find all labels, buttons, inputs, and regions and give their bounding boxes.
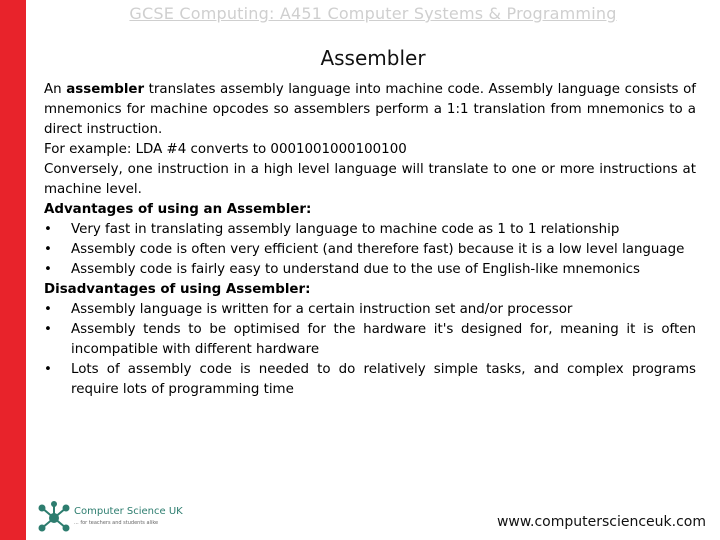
disadvantage-item: [44, 320, 696, 360]
advantage-item: [44, 260, 696, 280]
logo-name: Computer Science UK: [74, 506, 183, 517]
intro-rest: translates assembly language into machine code. Assembly language consists of mnemonics for machine opcodes so assemblers perform a 1:1 translation from mnemonics to a direct instruction.: [44, 82, 696, 137]
advantage-item: [44, 220, 696, 240]
intro-paragraph: [44, 80, 696, 140]
bullet-icon: •: [44, 302, 52, 317]
logo-tagline: ... for teachers and students alike: [74, 520, 159, 526]
bullet-icon: •: [44, 322, 52, 337]
advantage-item: [44, 240, 696, 260]
course-header: GCSE Computing: A451 Computer Systems & Programming: [129, 4, 617, 23]
computer-science-uk-logo: [36, 500, 186, 536]
advantages-heading: Advantages of using an Assembler:: [44, 202, 312, 217]
left-accent-bar: [0, 0, 26, 540]
intro-prefix: An: [44, 82, 67, 97]
advantage-text: Assembly code is fairly easy to understand due to the use of English-like mnemonics: [71, 262, 641, 277]
disadvantage-text: Assembly language is written for a certain instruction set and/or processor: [71, 302, 573, 317]
disadvantage-item: [44, 360, 696, 400]
bullet-icon: •: [44, 362, 52, 377]
advantage-text: Assembly code is often very efficient (and therefore fast) because it is a low level language: [71, 242, 685, 257]
network-icon: [36, 500, 72, 536]
conversely-paragraph: Conversely, one instruction in a high level language will translate to one or more instructions at machine level.: [44, 162, 696, 197]
bullet-icon: •: [44, 242, 52, 257]
intro-bold-term: assembler: [66, 82, 145, 97]
disadvantage-text: Assembly tends to be optimised for the hardware it's designed for, meaning it is often incompatible with different hardware: [71, 322, 696, 357]
advantage-text: Very fast in translating assembly language to machine code as 1 to 1 relationship: [71, 222, 620, 237]
bullet-icon: •: [44, 262, 52, 277]
footer-website-link[interactable]: www.computerscienceuk.com: [496, 514, 706, 530]
bullet-icon: •: [44, 222, 52, 237]
example-line: For example: LDA #4 converts to 0001001000100100: [44, 142, 407, 157]
disadvantage-text: Lots of assembly code is needed to do relatively simple tasks, and complex programs require lots of programming time: [71, 362, 696, 397]
disadvantage-item: [44, 300, 696, 320]
disadvantages-heading: Disadvantages of using Assembler:: [44, 282, 311, 297]
page-title: Assembler: [320, 46, 426, 70]
slide-content: [44, 80, 696, 400]
